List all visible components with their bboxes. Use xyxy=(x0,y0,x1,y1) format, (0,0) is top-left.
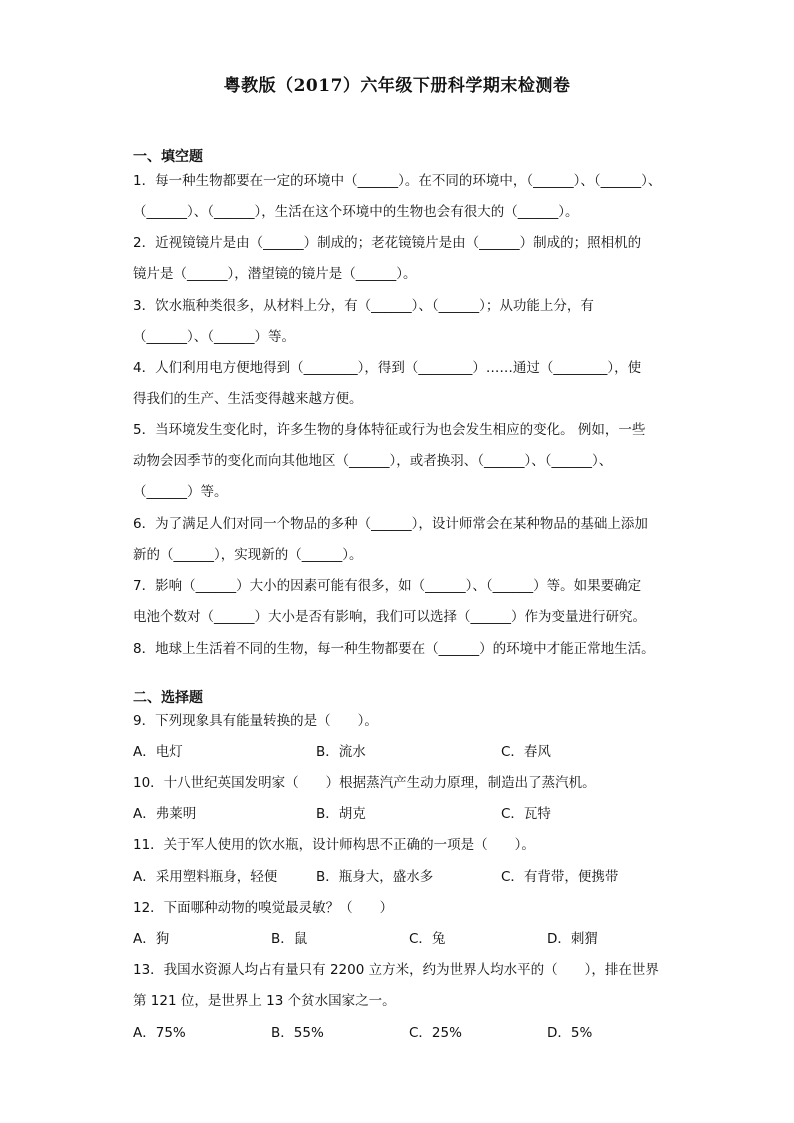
question-line: （______）、（______），生活在这个环境中的生物也会有很大的（______）。 xyxy=(133,204,579,220)
option-c: C．25% xyxy=(409,1025,462,1041)
option-b: B．胡克 xyxy=(316,806,366,822)
option-b: B．瓶身大，盛水多 xyxy=(316,869,434,885)
question-line: 6．为了满足人们对同一个物品的多种（______），设计师常会在某种物品的基础上添加 xyxy=(133,516,648,532)
question-line: 1．每一种生物都要在一定的环境中（______）。在不同的环境中，（______）、（______）、 xyxy=(133,173,662,189)
option-c: C．有背带，便携带 xyxy=(501,869,619,885)
question-line: 动物会因季节的变化而向其他地区（______），或者换羽、（______）、（______）、 xyxy=(133,453,613,469)
question-line: 得我们的生产、生活变得越来越方便。 xyxy=(133,391,363,407)
question-line: 新的（______），实现新的（______）。 xyxy=(133,547,363,563)
question-line: 2．近视镜镜片是由（______）制成的；老花镜镜片是由（______）制成的；照相机的 xyxy=(133,235,642,251)
option-a: A．弗莱明 xyxy=(133,806,197,822)
option-c: C．瓦特 xyxy=(501,806,551,822)
option-a: A．电灯 xyxy=(133,744,183,760)
option-c: C．春风 xyxy=(501,744,551,760)
question-line: 电池个数对（______）大小是否有影响，我们可以选择（______）作为变量进行研究。 xyxy=(133,609,646,625)
question-line: 4．人们利用电方便地得到（________），得到（________）……通过（________），使 xyxy=(133,360,642,376)
option-a: A．狗 xyxy=(133,931,170,947)
option-a: A．采用塑料瓶身，轻便 xyxy=(133,869,278,885)
option-b: B．鼠 xyxy=(271,931,308,947)
question-line: 3．饮水瓶种类很多，从材料上分，有（______）、（______）；从功能上分，有 xyxy=(133,298,594,314)
question-stem: 13．我国水资源人均占有量只有 2200 立方米，约为世界人均水平的（ ），排在世界 xyxy=(133,962,659,978)
option-d: D．刺猬 xyxy=(547,931,598,947)
section-heading-fill-blank: 一、填空题 xyxy=(133,149,203,165)
question-line: 8．地球上生活着不同的生物，每一种生物都要在（______）的环境中才能正常地生活。 xyxy=(133,641,655,657)
question-stem: 第 121 位，是世界上 13 个贫水国家之一。 xyxy=(133,993,396,1009)
question-line: 5．当环境发生变化时，许多生物的身体特征或行为也会发生相应的变化。 例如，一些 xyxy=(133,422,646,438)
option-a: A．75% xyxy=(133,1025,186,1041)
question-stem: 12．下面哪种动物的嗅觉最灵敏？（ ） xyxy=(133,900,394,916)
question-line: 镜片是（______），潜望镜的镜片是（______）。 xyxy=(133,266,417,282)
question-line: 7．影响（______）大小的因素可能有很多，如（______）、（______）等。如果要确定 xyxy=(133,578,642,594)
option-b: B．流水 xyxy=(316,744,366,760)
section-heading-choice: 二、选择题 xyxy=(133,690,203,706)
option-d: D．5% xyxy=(547,1025,593,1041)
question-line: （______）、（______）等。 xyxy=(133,329,295,345)
question-stem: 9．下列现象具有能量转换的是（ ）。 xyxy=(133,713,378,729)
question-stem: 11．关于军人使用的饮水瓶，设计师构思不正确的一项是（ ）。 xyxy=(133,837,535,853)
question-stem: 10．十八世纪英国发明家（ ）根据蒸汽产生动力原理，制造出了蒸汽机。 xyxy=(133,775,596,791)
question-line: （______）等。 xyxy=(133,484,228,500)
option-c: C．兔 xyxy=(409,931,446,947)
option-b: B．55% xyxy=(271,1025,324,1041)
page-title: 粤教版（2017）六年级下册科学期末检测卷 xyxy=(223,76,571,96)
